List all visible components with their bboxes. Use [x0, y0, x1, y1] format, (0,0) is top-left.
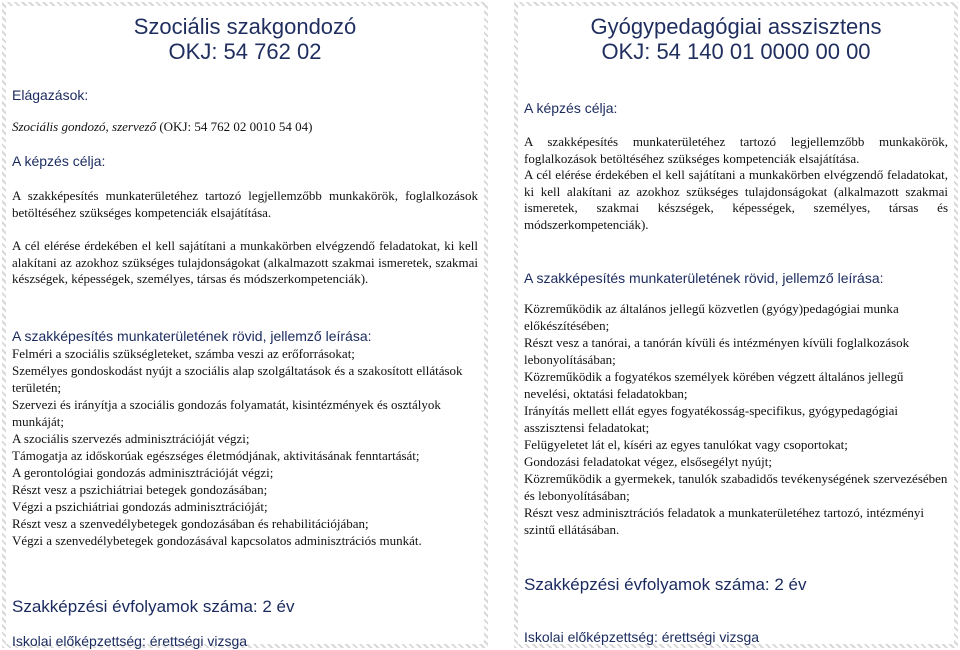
left-prereq-label: Iskolai előképzettség: [12, 633, 146, 649]
right-goal-paragraph-1: A szakképesítés munkaterületéhez tartozó legjellemzőbb munkakörök, foglalkozások betöltéséhez szükséges kompetenciák elsajátítása. [524, 134, 948, 166]
list-item: A gerontológiai gondozás adminisztrációját végzi; [12, 465, 274, 480]
left-area-list [12, 345, 478, 549]
left-prereq [12, 632, 478, 650]
right-title [524, 14, 948, 64]
left-goal-paragraph-1: A szakképesítés munkaterületéhez tartozó legjellemzőbb munkakörök, foglalkozások betöltéséhez szükséges kompetenciák elsajátítása. [12, 188, 478, 220]
list-item: Végzi a pszichiátriai gondozás adminisztrációját; [12, 499, 268, 514]
list-item: Közreműködik a gyermekek, tanulók szabadidős tevékenységének szervezésében és lebonyolításában; [524, 471, 948, 503]
right-prereq-label: Iskolai előképzettség: [524, 629, 658, 645]
left-area-heading: A szakképesítés munkaterületének rövid, jellemző leírása: [12, 328, 372, 344]
list-item: Részt vesz a szenvedélybetegek gondozásában és rehabilitációjában; [12, 516, 369, 531]
list-item: Támogatja az időskorúak egészséges életmódjának, aktivitásának fenntartását; [12, 448, 420, 463]
list-item: Irányítás mellett ellát egyes fogyatékosság-specifikus, gyógypedagógiai asszisztensi feladatokat; [524, 403, 898, 435]
left-years: Szakképzési évfolyamok száma: 2 év [12, 597, 295, 616]
list-item: Felügyeletet lát el, kíséri az egyes tanulókat vagy csoportokat; [524, 437, 848, 452]
right-goal-paragraph-2: A cél elérése érdekében el kell sajátítani a munkakörben elvégzendő feladatokat, ki kell alakítani az azokhoz szükséges tulajdonságokat (alkalmazott szakmai ismeretek, szakmai készségek, képességek, személyes, társas és módszerkompetenciák). [524, 167, 948, 232]
list-item: Felméri a szociális szükségleteket, számba veszi az erőforrásokat; [12, 346, 355, 361]
left-panel [2, 2, 488, 648]
list-item: Gondozási feladatokat végez, elsősegélyt nyújt; [524, 454, 773, 469]
right-title-name: Gyógypedagógiai asszisztens [590, 14, 882, 39]
list-item: Szervezi és irányítja a szociális gondozás folyamatát, kisintézmények és osztályok munkáját; [12, 397, 441, 429]
branches-heading: Elágazások: [12, 87, 89, 103]
left-title-name: Szociális szakgondozó [133, 14, 357, 39]
left-title-code: OKJ: 54 762 02 [168, 39, 322, 64]
list-item: A szociális szervezés adminisztrációját végzi; [12, 431, 250, 446]
list-item: Végzi a szenvedélybetegek gondozásával kapcsolatos adminisztrációs munkát. [12, 533, 422, 548]
list-item: Közreműködik az általános jellegű közvetlen (gyógy)pedagógiai munka előkészítésében; [524, 301, 899, 333]
list-item: Közreműködik a fogyatékos személyek körében végzett általános jellegű nevelési, oktatási feladatokban; [524, 369, 904, 401]
right-goal-heading: A képzés célja: [524, 100, 618, 116]
right-years: Szakképzési évfolyamok száma: 2 év [524, 575, 807, 594]
right-prereq [524, 628, 948, 646]
branch-line [12, 119, 478, 136]
right-area-heading: A szakképesítés munkaterületének rövid, jellemző leírása: [524, 270, 884, 286]
list-item: Részt vesz a tanórai, a tanórán kívüli és intézményen kívüli foglalkozások lebonyolításában; [524, 335, 910, 367]
list-item: Részt vesz adminisztrációs feladatok a munkaterületéhez tartozó, intézményi szintű ellátásában. [524, 505, 924, 537]
left-goal-paragraph-2: A cél elérése érdekében el kell sajátítani a munkakörben elvégzendő feladatokat, ki kell alakítani az azokhoz szükséges tulajdonságokat (alkalmazott szakmai ismeretek, szakmai készségek, képességek, személyes, társas és módszerkompetenciák). [12, 238, 478, 286]
branch-name: Szociális gondozó, szervező [12, 119, 157, 134]
left-prereq-value: érettségi vizsga [149, 633, 248, 649]
right-title-code: OKJ: 54 140 01 0000 00 00 [601, 39, 871, 64]
right-panel [514, 2, 958, 648]
branch-code: (OKJ: 54 762 02 0010 54 04) [159, 119, 313, 134]
right-area-list [524, 300, 948, 538]
left-title [12, 14, 478, 64]
list-item: Részt vesz a pszichiátriai betegek gondozásában; [12, 482, 268, 497]
right-prereq-value: érettségi vizsga [661, 629, 760, 645]
left-goal-heading: A képzés célja: [12, 153, 106, 169]
list-item: Személyes gondoskodást nyújt a szociális alap szolgáltatások és a szakosított ellátások területén; [12, 363, 463, 395]
